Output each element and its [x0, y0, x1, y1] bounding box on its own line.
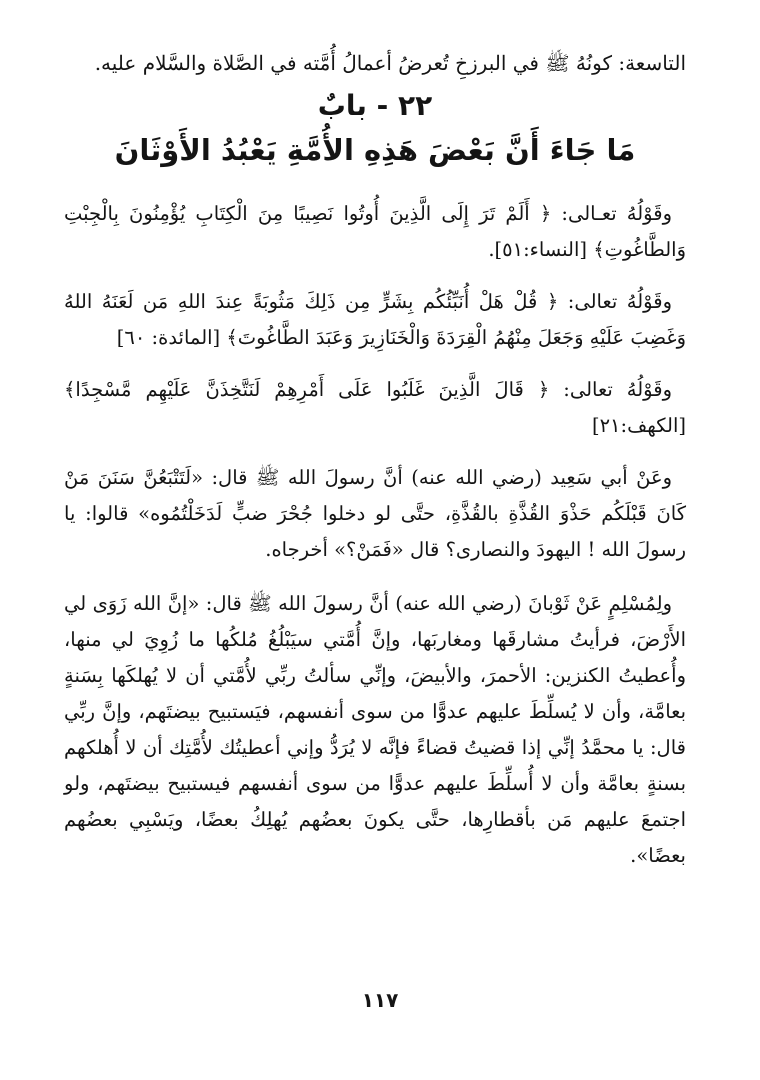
paragraph-hadith-abu-said: وعَنْ أبي سَعِيد (رضي الله عنه) أنَّ رسولَ الله ﷺ قال: «لَتَتْبَعُنَّ سَنَنَ مَنْ كَانَ قَبْلَكُم حَذْوَ القُذَّةِ بالقُذَّةِ، حتَّى لو دخلوا جُحْرَ ضبٍّ لَدَخَلْتُمُوه» قالوا: يا رسولَ الله ! اليهودَ والنصارى؟ قال «فَمَنْ؟» أخرجاه.	[64, 466, 686, 561]
book-page	[64, 46, 686, 1040]
page-number: ١١٧	[361, 988, 399, 1012]
paragraph-verse-nisa: وقَوْلُهُ تعـالى: ﴿ أَلَمْ تَرَ إِلَى الَّذِينَ أُوتُوا نَصِيبًا مِنَ الْكِتَابِ يُؤْمِنُونَ بِالْجِبْتِ وَالطَّاغُوتِ﴾ [النساء:٥١].	[64, 202, 686, 261]
paragraph-verse-kahf: وقَوْلُهُ تعالى: ﴿ قَالَ الَّذِينَ غَلَبُوا عَلَى أَمْرِهِمْ لَنَتَّخِذَنَّ عَلَيْهِم مَّسْجِدًا﴾ [الكهف:٢١]	[64, 378, 686, 437]
chapter-title: مَا جَاءَ أَنَّ بَعْضَ هَذِهِ الأُمَّةِ يَعْبُدُ الأَوْثَانَ	[114, 133, 636, 167]
paragraph-verse-maidah: وقَوْلُهُ تعالى: ﴿ قُلْ هَلْ أُنَبِّئُكُم بِشَرٍّ مِن ذَلِكَ مَثُوبَةً عِندَ اللهِ مَن لَعَنَهُ اللهُ وَغَضِبَ عَلَيْهِ وَجَعَلَ مِنْهُمُ الْقِرَدَةَ وَالْخَنَازِيرَ وَعَبَدَ الطَّاغُوتَ﴾ [المائدة: ٦٠]	[64, 290, 686, 349]
intro-line: التاسعة: كونُهُ ﷺ في البرزخِ تُعرضُ أعمالُ أُمَّته في الصَّلاة والسَّلام عليه.	[94, 51, 686, 75]
chapter-number: ٢٢ - بابٌ	[317, 89, 433, 122]
paragraph-hadith-thawban: ولِمُسْلِمٍ عَنْ ثَوْبانَ (رضي الله عنه) أنَّ رسولَ الله ﷺ قال: «إنَّ الله زَوَى لي الأَرْضَ، فرأيتُ مشارقَها ومغاربَها، وإنَّ أُمَّتي سيَبْلُغُ مُلكُها ما زُوِيَ لي منها، وأُعطيتُ الكنزين: الأحمرَ، والأبيضَ، وإنِّي سألتُ ربِّي لأُمَّتي أن لا يُهلكَها بِسَنةٍ بعامَّة، وأن لا يُسلِّطَ عليهم عدوًّا من سوى أنفسهم، فيَستبيح بيضتَهم، وإنَّ ربِّي قال: يا محمَّدُ إنِّي إذا قضيتُ قضاءً فإنَّه لا يُرَدُّ وإني أعطيتُك لأُمَّتِك أن لا أُهلكهم بسنةٍ بعامَّة وأن لا أُسلِّطَ عليهم عدوًّا من سوى أنفسهم فيستبيح بيضتَهم، ولو اجتمعَ عليهم مَن بأقطارِها، حتَّى يكونَ بعضُهم يُهلِكُ بعضًا، ويَسْبِي بعضُهم بعضًا».	[64, 592, 686, 867]
